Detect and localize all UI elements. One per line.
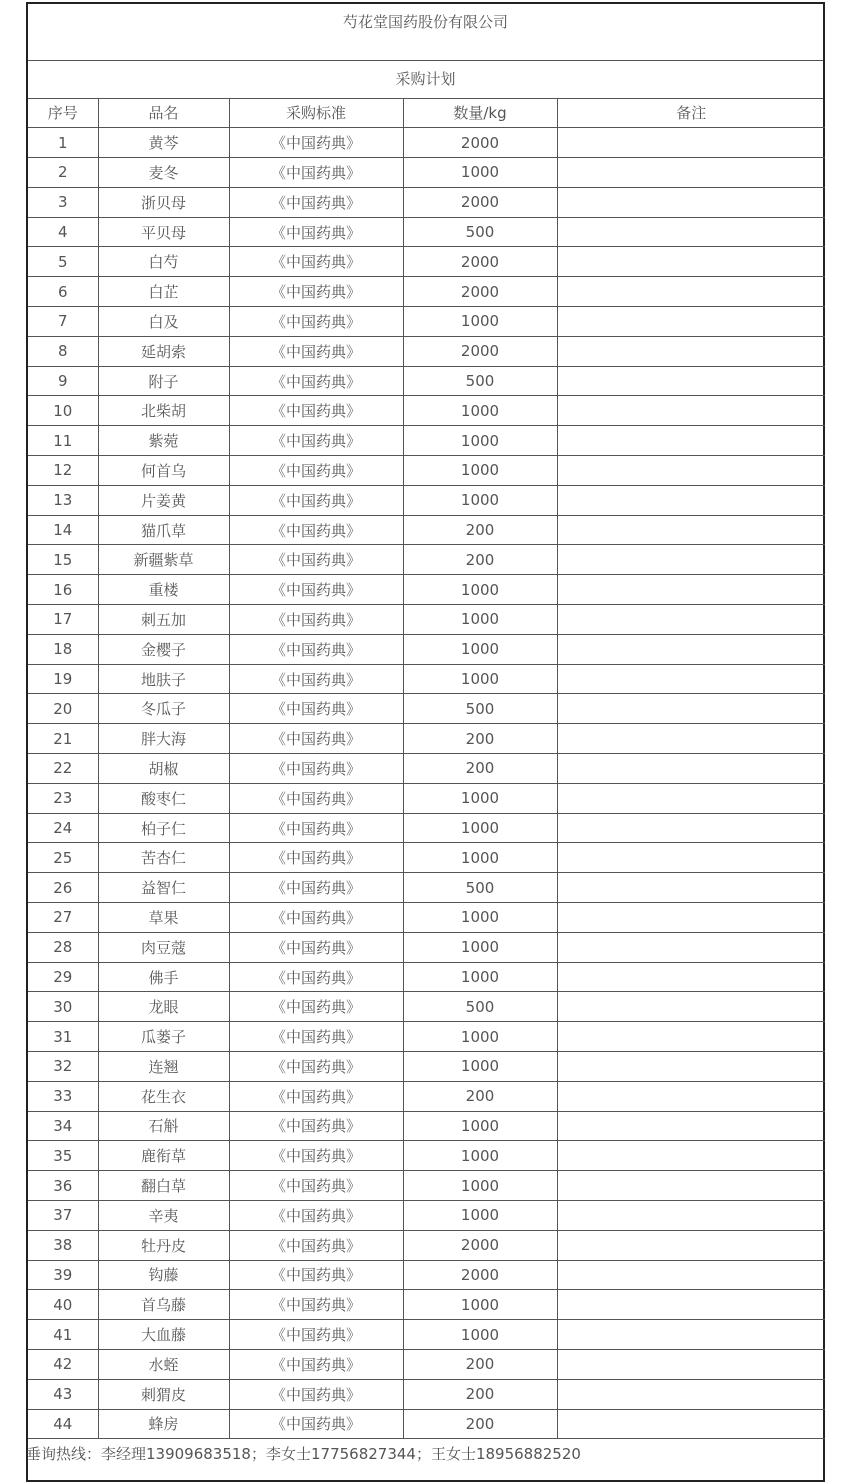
cell-name: 紫菀: [98, 426, 229, 456]
table-row: [28, 336, 825, 366]
cell-name: 瓜蒌子: [98, 1022, 229, 1052]
cell-remark: [557, 217, 825, 247]
table-row: [28, 1349, 825, 1379]
cell-quantity: 200: [403, 724, 557, 754]
cell-remark: [557, 1022, 825, 1052]
cell-remark: [557, 456, 825, 486]
cell-standard: 《中国药典》: [229, 1141, 403, 1171]
cell-remark: [557, 1052, 825, 1082]
table-row: [28, 1379, 825, 1409]
cell-name: 苦杏仁: [98, 843, 229, 873]
cell-index: 38: [28, 1230, 98, 1260]
cell-name: 浙贝母: [98, 187, 229, 217]
cell-standard: 《中国药典》: [229, 366, 403, 396]
cell-index: 34: [28, 1111, 98, 1141]
table-row: [28, 1200, 825, 1230]
table-row: [28, 456, 825, 486]
cell-index: 24: [28, 813, 98, 843]
cell-quantity: 2000: [403, 247, 557, 277]
cell-name: 草果: [98, 903, 229, 933]
table-row: [28, 1141, 825, 1171]
cell-remark: [557, 1081, 825, 1111]
cell-remark: [557, 277, 825, 307]
header-standard: 采购标准: [229, 98, 403, 128]
cell-standard: 《中国药典》: [229, 1290, 403, 1320]
cell-index: 3: [28, 187, 98, 217]
cell-index: 7: [28, 307, 98, 337]
cell-index: 35: [28, 1141, 98, 1171]
cell-remark: [557, 247, 825, 277]
cell-index: 14: [28, 515, 98, 545]
cell-index: 22: [28, 754, 98, 784]
cell-standard: 《中国药典》: [229, 247, 403, 277]
cell-standard: 《中国药典》: [229, 128, 403, 158]
table-row: [28, 992, 825, 1022]
table-row: [28, 813, 825, 843]
table-row: [28, 247, 825, 277]
cell-remark: [557, 813, 825, 843]
cell-name: 白芷: [98, 277, 229, 307]
cell-name: 肉豆蔻: [98, 932, 229, 962]
cell-standard: 《中国药典》: [229, 396, 403, 426]
table-row: [28, 605, 825, 635]
table-row: [28, 903, 825, 933]
cell-quantity: 1000: [403, 426, 557, 456]
cell-quantity: 200: [403, 1081, 557, 1111]
cell-quantity: 500: [403, 873, 557, 903]
table-row: [28, 843, 825, 873]
cell-name: 附子: [98, 366, 229, 396]
cell-quantity: 1000: [403, 456, 557, 486]
cell-remark: [557, 1260, 825, 1290]
cell-index: 10: [28, 396, 98, 426]
cell-index: 15: [28, 545, 98, 575]
cell-remark: [557, 992, 825, 1022]
cell-quantity: 1000: [403, 575, 557, 605]
cell-name: 龙眼: [98, 992, 229, 1022]
cell-standard: 《中国药典》: [229, 456, 403, 486]
table-row: [28, 158, 825, 188]
cell-name: 柏子仁: [98, 813, 229, 843]
cell-quantity: 1000: [403, 843, 557, 873]
cell-quantity: 1000: [403, 396, 557, 426]
cell-index: 36: [28, 1171, 98, 1201]
company-title: 芍花堂国药股份有限公司: [28, 4, 823, 61]
cell-index: 43: [28, 1379, 98, 1409]
cell-remark: [557, 545, 825, 575]
table-row: [28, 664, 825, 694]
table-row: [28, 962, 825, 992]
cell-index: 18: [28, 634, 98, 664]
cell-index: 2: [28, 158, 98, 188]
cell-standard: 《中国药典》: [229, 1409, 403, 1439]
cell-standard: 《中国药典》: [229, 277, 403, 307]
cell-name: 钩藤: [98, 1260, 229, 1290]
cell-standard: 《中国药典》: [229, 783, 403, 813]
cell-index: 41: [28, 1320, 98, 1350]
table-row: [28, 754, 825, 784]
cell-standard: 《中国药典》: [229, 1022, 403, 1052]
cell-index: 40: [28, 1290, 98, 1320]
cell-name: 花生衣: [98, 1081, 229, 1111]
cell-remark: [557, 873, 825, 903]
cell-remark: [557, 1320, 825, 1350]
cell-index: 11: [28, 426, 98, 456]
cell-quantity: 200: [403, 754, 557, 784]
table-row: [28, 545, 825, 575]
cell-index: 9: [28, 366, 98, 396]
cell-quantity: 2000: [403, 1260, 557, 1290]
cell-name: 石斛: [98, 1111, 229, 1141]
cell-index: 19: [28, 664, 98, 694]
cell-name: 酸枣仁: [98, 783, 229, 813]
cell-quantity: 1000: [403, 158, 557, 188]
cell-remark: [557, 962, 825, 992]
cell-index: 42: [28, 1349, 98, 1379]
cell-index: 8: [28, 336, 98, 366]
cell-quantity: 2000: [403, 1230, 557, 1260]
cell-index: 39: [28, 1260, 98, 1290]
cell-quantity: 1000: [403, 664, 557, 694]
purchase-table: [28, 98, 825, 1439]
table-row: [28, 1022, 825, 1052]
cell-standard: 《中国药典》: [229, 1111, 403, 1141]
cell-name: 北柴胡: [98, 396, 229, 426]
cell-name: 新疆紫草: [98, 545, 229, 575]
table-row: [28, 783, 825, 813]
cell-name: 片姜黄: [98, 485, 229, 515]
cell-remark: [557, 783, 825, 813]
cell-quantity: 1000: [403, 1052, 557, 1082]
cell-name: 平贝母: [98, 217, 229, 247]
cell-remark: [557, 1379, 825, 1409]
cell-index: 23: [28, 783, 98, 813]
cell-quantity: 200: [403, 545, 557, 575]
cell-quantity: 1000: [403, 813, 557, 843]
cell-standard: 《中国药典》: [229, 187, 403, 217]
cell-index: 37: [28, 1200, 98, 1230]
table-row: [28, 1260, 825, 1290]
cell-standard: 《中国药典》: [229, 992, 403, 1022]
header-quantity: 数量/kg: [403, 98, 557, 128]
table-row: [28, 1171, 825, 1201]
cell-name: 牡丹皮: [98, 1230, 229, 1260]
table-row: [28, 277, 825, 307]
cell-index: 6: [28, 277, 98, 307]
cell-name: 胖大海: [98, 724, 229, 754]
cell-remark: [557, 485, 825, 515]
cell-remark: [557, 396, 825, 426]
table-row: [28, 1230, 825, 1260]
cell-name: 首乌藤: [98, 1290, 229, 1320]
cell-standard: 《中国药典》: [229, 1081, 403, 1111]
cell-quantity: 200: [403, 1409, 557, 1439]
cell-quantity: 500: [403, 217, 557, 247]
table-row: [28, 366, 825, 396]
cell-standard: 《中国药典》: [229, 932, 403, 962]
cell-index: 30: [28, 992, 98, 1022]
cell-remark: [557, 1230, 825, 1260]
cell-quantity: 1000: [403, 307, 557, 337]
cell-remark: [557, 694, 825, 724]
cell-name: 延胡索: [98, 336, 229, 366]
cell-quantity: 1000: [403, 1171, 557, 1201]
cell-standard: 《中国药典》: [229, 1349, 403, 1379]
cell-remark: [557, 307, 825, 337]
cell-name: 大血藤: [98, 1320, 229, 1350]
cell-standard: 《中国药典》: [229, 307, 403, 337]
cell-name: 黄芩: [98, 128, 229, 158]
cell-index: 27: [28, 903, 98, 933]
cell-remark: [557, 634, 825, 664]
table-row: [28, 575, 825, 605]
cell-quantity: 1000: [403, 1111, 557, 1141]
cell-name: 猫爪草: [98, 515, 229, 545]
cell-index: 13: [28, 485, 98, 515]
cell-name: 地肤子: [98, 664, 229, 694]
cell-index: 44: [28, 1409, 98, 1439]
cell-index: 33: [28, 1081, 98, 1111]
cell-standard: 《中国药典》: [229, 1052, 403, 1082]
cell-standard: 《中国药典》: [229, 545, 403, 575]
cell-quantity: 1000: [403, 485, 557, 515]
header-name: 品名: [98, 98, 229, 128]
cell-name: 辛夷: [98, 1200, 229, 1230]
cell-name: 刺五加: [98, 605, 229, 635]
cell-quantity: 2000: [403, 277, 557, 307]
table-row: [28, 724, 825, 754]
cell-standard: 《中国药典》: [229, 217, 403, 247]
cell-remark: [557, 575, 825, 605]
cell-remark: [557, 1171, 825, 1201]
cell-remark: [557, 1141, 825, 1171]
cell-standard: 《中国药典》: [229, 754, 403, 784]
table-row: [28, 1320, 825, 1350]
table-row: [28, 1290, 825, 1320]
cell-remark: [557, 1349, 825, 1379]
cell-remark: [557, 336, 825, 366]
cell-index: 21: [28, 724, 98, 754]
cell-remark: [557, 1200, 825, 1230]
cell-quantity: 200: [403, 1349, 557, 1379]
cell-remark: [557, 932, 825, 962]
header-remark: 备注: [557, 98, 825, 128]
cell-quantity: 1000: [403, 903, 557, 933]
cell-remark: [557, 1290, 825, 1320]
cell-index: 4: [28, 217, 98, 247]
cell-remark: [557, 754, 825, 784]
cell-index: 28: [28, 932, 98, 962]
cell-quantity: 2000: [403, 128, 557, 158]
table-row: [28, 485, 825, 515]
cell-name: 胡椒: [98, 754, 229, 784]
cell-standard: 《中国药典》: [229, 1379, 403, 1409]
cell-standard: 《中国药典》: [229, 158, 403, 188]
cell-standard: 《中国药典》: [229, 1320, 403, 1350]
cell-remark: [557, 158, 825, 188]
purchase-plan-sheet: [26, 2, 825, 1482]
cell-index: 16: [28, 575, 98, 605]
cell-standard: 《中国药典》: [229, 694, 403, 724]
cell-standard: 《中国药典》: [229, 426, 403, 456]
cell-index: 12: [28, 456, 98, 486]
cell-standard: 《中国药典》: [229, 843, 403, 873]
table-row: [28, 128, 825, 158]
cell-quantity: 500: [403, 366, 557, 396]
cell-remark: [557, 843, 825, 873]
table-row: [28, 694, 825, 724]
cell-name: 翻白草: [98, 1171, 229, 1201]
cell-name: 白芍: [98, 247, 229, 277]
cell-name: 益智仁: [98, 873, 229, 903]
cell-name: 冬瓜子: [98, 694, 229, 724]
table-body: [28, 128, 825, 1439]
cell-index: 32: [28, 1052, 98, 1082]
cell-index: 31: [28, 1022, 98, 1052]
table-row: [28, 515, 825, 545]
table-row: [28, 396, 825, 426]
cell-standard: 《中国药典》: [229, 664, 403, 694]
table-row: [28, 1052, 825, 1082]
cell-index: 25: [28, 843, 98, 873]
cell-quantity: 1000: [403, 962, 557, 992]
table-row: [28, 1409, 825, 1439]
cell-quantity: 1000: [403, 1320, 557, 1350]
cell-standard: 《中国药典》: [229, 873, 403, 903]
cell-quantity: 200: [403, 515, 557, 545]
cell-remark: [557, 724, 825, 754]
cell-name: 白及: [98, 307, 229, 337]
plan-subtitle: 采购计划: [28, 61, 823, 99]
cell-quantity: 1000: [403, 1141, 557, 1171]
cell-name: 蜂房: [98, 1409, 229, 1439]
cell-remark: [557, 515, 825, 545]
table-row: [28, 187, 825, 217]
header-index: 序号: [28, 98, 98, 128]
cell-remark: [557, 1111, 825, 1141]
cell-quantity: 2000: [403, 336, 557, 366]
cell-quantity: 1000: [403, 1200, 557, 1230]
cell-quantity: 500: [403, 992, 557, 1022]
cell-index: 29: [28, 962, 98, 992]
cell-remark: [557, 426, 825, 456]
cell-quantity: 1000: [403, 783, 557, 813]
cell-name: 鹿衔草: [98, 1141, 229, 1171]
cell-standard: 《中国药典》: [229, 634, 403, 664]
table-row: [28, 307, 825, 337]
cell-quantity: 1000: [403, 1290, 557, 1320]
cell-standard: 《中国药典》: [229, 1200, 403, 1230]
cell-remark: [557, 128, 825, 158]
cell-quantity: 1000: [403, 634, 557, 664]
cell-remark: [557, 366, 825, 396]
cell-quantity: 1000: [403, 932, 557, 962]
cell-remark: [557, 605, 825, 635]
table-row: [28, 217, 825, 247]
table-row: [28, 1081, 825, 1111]
cell-quantity: 1000: [403, 605, 557, 635]
cell-name: 金樱子: [98, 634, 229, 664]
cell-quantity: 500: [403, 694, 557, 724]
contact-hotline: 垂询热线：李经理13909683518；李女士17756827344；王女士18956882520: [26, 1445, 581, 1463]
table-row: [28, 426, 825, 456]
cell-standard: 《中国药典》: [229, 962, 403, 992]
cell-quantity: 2000: [403, 187, 557, 217]
cell-standard: 《中国药典》: [229, 575, 403, 605]
cell-name: 佛手: [98, 962, 229, 992]
cell-remark: [557, 664, 825, 694]
cell-standard: 《中国药典》: [229, 903, 403, 933]
cell-index: 26: [28, 873, 98, 903]
table-row: [28, 932, 825, 962]
cell-name: 麦冬: [98, 158, 229, 188]
cell-remark: [557, 1409, 825, 1439]
cell-standard: 《中国药典》: [229, 1230, 403, 1260]
cell-standard: 《中国药典》: [229, 1171, 403, 1201]
cell-index: 5: [28, 247, 98, 277]
cell-name: 重楼: [98, 575, 229, 605]
cell-standard: 《中国药典》: [229, 515, 403, 545]
cell-name: 水蛭: [98, 1349, 229, 1379]
cell-standard: 《中国药典》: [229, 336, 403, 366]
cell-standard: 《中国药典》: [229, 813, 403, 843]
table-row: [28, 1111, 825, 1141]
cell-standard: 《中国药典》: [229, 1260, 403, 1290]
table-header-row: [28, 98, 825, 128]
cell-index: 1: [28, 128, 98, 158]
cell-quantity: 200: [403, 1379, 557, 1409]
cell-standard: 《中国药典》: [229, 724, 403, 754]
cell-index: 20: [28, 694, 98, 724]
cell-index: 17: [28, 605, 98, 635]
cell-quantity: 1000: [403, 1022, 557, 1052]
table-row: [28, 873, 825, 903]
cell-remark: [557, 903, 825, 933]
cell-name: 何首乌: [98, 456, 229, 486]
cell-standard: 《中国药典》: [229, 605, 403, 635]
cell-standard: 《中国药典》: [229, 485, 403, 515]
cell-name: 刺猬皮: [98, 1379, 229, 1409]
cell-name: 连翘: [98, 1052, 229, 1082]
table-row: [28, 634, 825, 664]
cell-remark: [557, 187, 825, 217]
